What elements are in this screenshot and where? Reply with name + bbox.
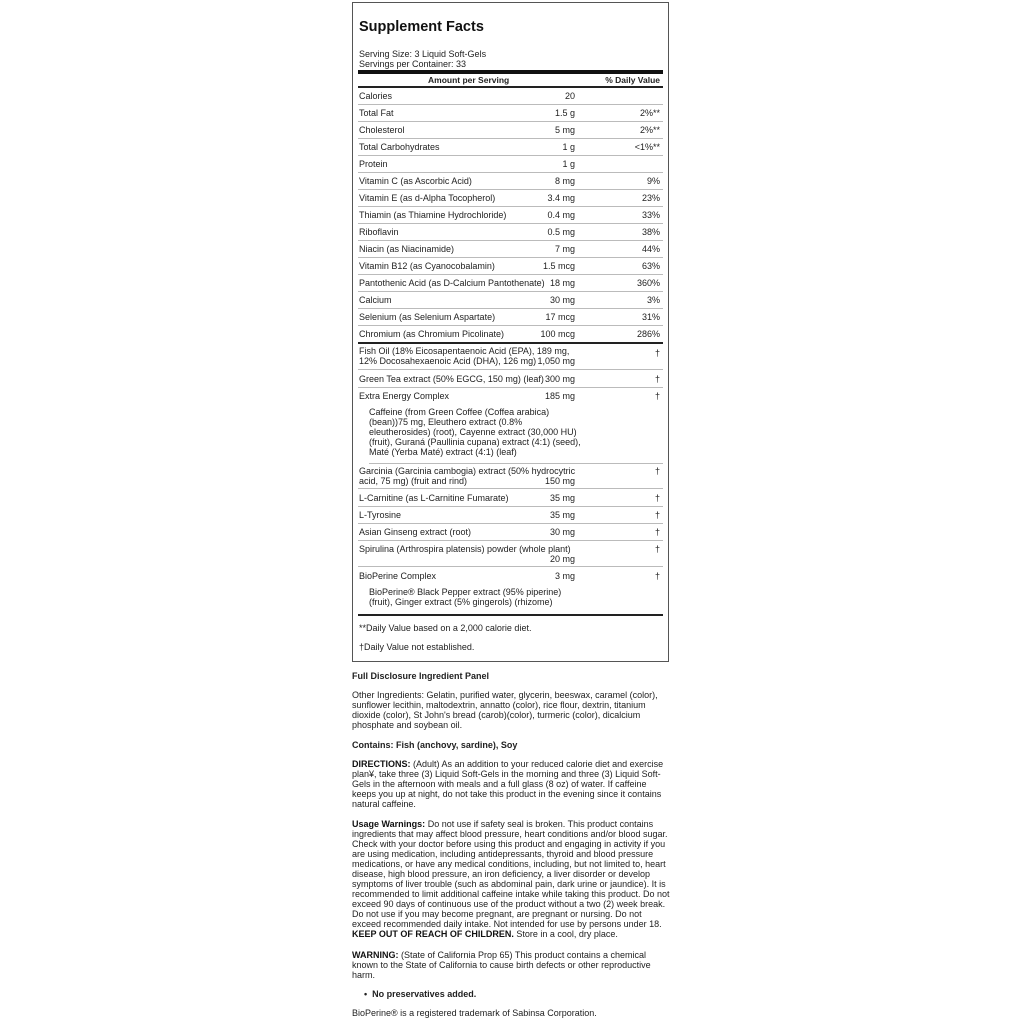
- dv-header: % Daily Value: [605, 75, 660, 85]
- table-row: [358, 157, 663, 173]
- nutrient-amount: 0.5 mg: [547, 227, 575, 237]
- nutrient-amount: 30 mg: [549, 295, 575, 305]
- section-divider: [358, 342, 663, 344]
- nutrient-dv: 3%: [646, 295, 660, 305]
- directions-text: DIRECTIONS: (Adult) As an addition to your reduced calorie diet and exercise plan¥, take three (3) Liquid Soft-Gels in the morning and three (3) Liquid Soft-Gels in the afternoon with meals and a full glass (8 oz) of water. If caffeine keeps you up at night, do not take this product in the evening since it contains natural caffeine.: [352, 759, 664, 809]
- table-row: BioPerine Complex 3 mg †: [359, 571, 660, 581]
- nutrient-name: Chromium (as Chromium Picolinate): [359, 329, 505, 339]
- nutrient-name: Vitamin B12 (as Cyanocobalamin): [359, 261, 495, 271]
- nutrient-dv: 2%**: [639, 108, 660, 118]
- table-row: [358, 225, 663, 241]
- nutrient-name: Calories: [359, 91, 393, 101]
- footnote-dagger: †Daily Value not established.: [359, 642, 475, 652]
- nutrient-name: Total Fat: [359, 108, 394, 118]
- nutrient-dv: <1%**: [634, 142, 660, 152]
- no-preservatives-item: • No preservatives added.: [364, 989, 477, 999]
- footnote-calorie: **Daily Value based on a 2,000 calorie diet.: [359, 623, 532, 633]
- table-row: [358, 293, 663, 309]
- nutrient-name: Thiamin (as Thiamine Hydrochloride): [359, 210, 507, 220]
- footer-divider: [358, 614, 663, 616]
- amount-header: Amount per Serving: [428, 75, 510, 85]
- bioperine-detail: BioPerine® Black Pepper extract (95% piperine) (fruit), Ginger extract (5% gingerols) (rhizome): [369, 587, 562, 607]
- nutrient-amount: 5 mg: [554, 125, 575, 135]
- servings-per-container: Servings per Container: 33: [359, 59, 467, 69]
- nutrient-amount: 1.5 mcg: [542, 261, 575, 271]
- nutrient-dv: 31%: [641, 312, 660, 322]
- nutrient-name: Cholesterol: [359, 125, 405, 135]
- table-row: L-Carnitine (as L-Carnitine Fumarate) 35 mg †: [358, 491, 663, 507]
- nutrient-amount: 0.4 mg: [547, 210, 575, 220]
- table-row: Extra Energy Complex 185 mg †: [359, 391, 660, 401]
- table-row: [358, 191, 663, 207]
- nutrient-dv: 33%: [641, 210, 660, 220]
- nutrient-name: Vitamin C (as Ascorbic Acid): [359, 176, 472, 186]
- nutrient-amount: 100 mcg: [540, 329, 575, 339]
- nutrient-name: Pantothenic Acid (as D-Calcium Pantothenate): [359, 278, 545, 288]
- allergen-contains: Contains: Fish (anchovy, sardine), Soy: [352, 740, 518, 750]
- supplement-facts-panel: [352, 2, 669, 662]
- nutrient-dv: 23%: [641, 193, 660, 203]
- table-row: [358, 208, 663, 224]
- table-row: [358, 242, 663, 258]
- table-row: [358, 89, 663, 105]
- nutrient-name: Protein: [359, 159, 388, 169]
- nutrient-amount: 17 mcg: [545, 312, 575, 322]
- table-row: L-Tyrosine 35 mg †: [358, 508, 663, 524]
- nutrient-name: Riboflavin: [359, 227, 399, 237]
- table-row: [358, 276, 663, 292]
- trademark-note: BioPerine® is a registered trademark of Sabinsa Corporation.: [352, 1008, 597, 1018]
- table-row: Garcinia (Garcinia cambogia) extract (50% hydrocytric acid, 75 mg) (fruit and rind) 150 mg †: [358, 464, 663, 489]
- table-row: [358, 123, 663, 139]
- column-header: [358, 75, 663, 86]
- nutrient-name: Calcium: [359, 295, 392, 305]
- table-row: [358, 259, 663, 275]
- nutrient-amount: 3.4 mg: [547, 193, 575, 203]
- nutrient-name: Vitamin E (as d-Alpha Tocopherol): [359, 193, 496, 203]
- header-divider: [358, 86, 663, 88]
- table-row: Asian Ginseng extract (root) 30 mg †: [358, 525, 663, 541]
- nutrient-name: Total Carbohydrates: [359, 142, 440, 152]
- nutrient-dv: 9%: [646, 176, 660, 186]
- nutrient-amount: 1 g: [562, 159, 575, 169]
- nutrient-dv: 44%: [641, 244, 660, 254]
- nutrient-dv: 286%: [636, 329, 660, 339]
- nutrient-dv: 38%: [641, 227, 660, 237]
- nutrient-dv: 2%**: [639, 125, 660, 135]
- other-ingredients: Other Ingredients: Gelatin, purified water, glycerin, beeswax, caramel (color), sunflower lecithin, maltodextrin, annatto (color), rice flour, dextrin, titanium dioxide (color), St John's bread (carob)(color), turmeric (color), dicalcium phosphate and soybean oil.: [352, 690, 658, 730]
- nutrient-name: Niacin (as Niacinamide): [359, 244, 455, 254]
- nutrient-amount: 18 mg: [549, 278, 575, 288]
- prop65-warning: WARNING: (State of California Prop 65) This product contains a chemical known to the State of California to cause birth defects or other reproductive harm.: [352, 950, 651, 980]
- nutrient-amount: 8 mg: [554, 176, 575, 186]
- thick-divider: [358, 70, 663, 74]
- table-row: Green Tea extract (50% EGCG, 150 mg) (leaf) 300 mg †: [358, 372, 663, 388]
- energy-complex-detail: Caffeine (from Green Coffee (Coffea arabica) (bean))75 mg, Eleuthero extract (0.8% eleutherosides) (root), Cayenne extract (30,000 HU) (fruit), Guraná (Paullinia cupana) extract (4:1) (seed), Maté (Yerba Maté) extract (4:1) (leaf): [369, 407, 663, 464]
- serving-size: Serving Size: 3 Liquid Soft-Gels: [359, 49, 487, 59]
- nutrient-amount: 1 g: [562, 142, 575, 152]
- nutrient-amount: 1.5 g: [554, 108, 575, 118]
- table-row: [358, 140, 663, 156]
- nutrient-amount: 20: [564, 91, 575, 101]
- table-row: Spirulina (Arthrospira platensis) powder (whole plant) 20 mg †: [358, 542, 663, 567]
- nutrient-dv: 360%: [636, 278, 660, 288]
- nutrient-amount: 7 mg: [554, 244, 575, 254]
- nutrient-name: Selenium (as Selenium Aspartate): [359, 312, 496, 322]
- table-row: [358, 174, 663, 190]
- usage-warnings-text: Usage Warnings: Do not use if safety seal is broken. This product contains ingredients that may affect blood pressure, heart conditions and/or blood sugar. Check with your doctor before using this product and engaging in activity if you are using medication, including antidepressants, thyroid and blood pressure medications, or have any medical conditions, including, but not limited to, heart disease, high blood pressure, an iron deficiency, a liver disorder or develop symptoms of liver trouble (such as abdominal pain, dark urine or jaundice). It is recommended to limit additional caffeine intake while taking this product. Do not exceed 90 days of continuous use of the product without a two (2) week break. Do not use if you may become pregnant, are pregnant or nursing. Do not exceed recommended daily intake. Not intended for use by persons under 18. KEEP OUT OF REACH OF CHILDREN. Store in a cool, dry place.: [352, 819, 670, 939]
- panel-title: Supplement Facts: [359, 19, 484, 35]
- table-row: [358, 106, 663, 122]
- disclosure-heading: Full Disclosure Ingredient Panel: [352, 671, 490, 681]
- table-row: Fish Oil (18% Eicosapentaenoic Acid (EPA), 189 mg, 12% Docosahexaenoic Acid (DHA), 126 mg) 1,050 mg †: [358, 346, 663, 370]
- nutrient-dv: 63%: [641, 261, 660, 271]
- table-row: [358, 327, 663, 343]
- table-row: [358, 310, 663, 326]
